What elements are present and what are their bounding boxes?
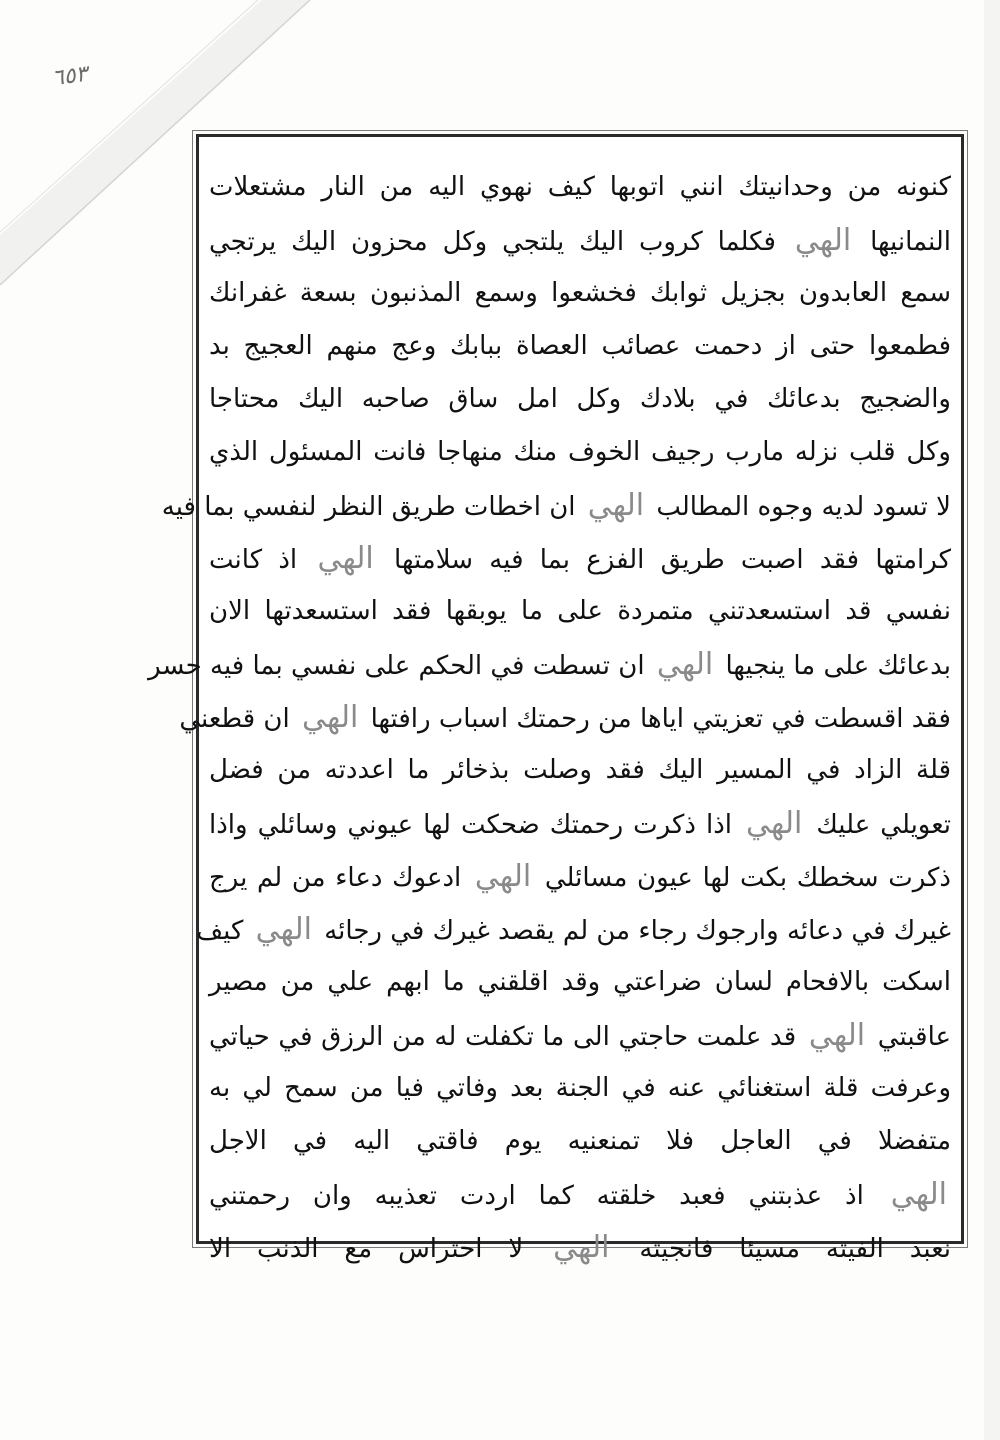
line-text: ذكرت سخطك بكت لها عيون مسائلي xyxy=(544,863,952,893)
line-text: عاقبتي xyxy=(877,1022,952,1052)
manuscript-line xyxy=(209,744,951,797)
manuscript-line xyxy=(209,214,951,267)
manuscript-line xyxy=(209,532,951,585)
manuscript-line xyxy=(209,1168,951,1221)
rubric-invocation: الهي xyxy=(302,700,359,735)
rubric-invocation: الهي xyxy=(317,541,374,576)
manuscript-line xyxy=(161,479,951,532)
line-text: فقد اقسطت في تعزيتي اياها من رحمتك اسباب رافتها xyxy=(370,704,951,734)
folio-number: ٦٥٣ xyxy=(50,61,90,92)
line-text: كرامتها فقد اصبت طريق الفزع بما فيه سلامتها xyxy=(394,545,951,575)
manuscript-line xyxy=(209,1062,951,1115)
line-text: اذ عذبتني فعبد خلقته كما اردت تعذيبه وان رحمتني xyxy=(209,1181,864,1211)
line-text: وعرفت قلة استغنائي عنه في الجنة بعد وفاتي فيا من سمح لي به xyxy=(209,1073,951,1103)
rubric-invocation: الهي xyxy=(890,1177,947,1212)
rubric-invocation: الهي xyxy=(553,1230,610,1265)
manuscript-line xyxy=(209,373,951,426)
line-text: والضجيج بدعائك في بلادك وكل امل ساق صاحبه اليك محتاجا xyxy=(209,384,951,414)
line-text: النمانيها xyxy=(870,227,952,257)
rubric-invocation: الهي xyxy=(255,912,312,947)
line-text: لا تسود لديه وجوه المطالب xyxy=(656,492,951,522)
manuscript-line xyxy=(196,903,951,956)
line-text: تعويلي عليك xyxy=(816,810,952,840)
manuscript-line xyxy=(209,426,951,479)
line-text: اسكت بالافحام لسان ضراعتي وقد اقلقني ما ابهم علي من مصير xyxy=(209,967,951,997)
manuscript-line xyxy=(179,691,951,744)
line-text: فطمعوا حتى از دحمت عصائب العصاة ببابك وعج منهم العجيج بد xyxy=(209,331,951,361)
manuscript-line xyxy=(209,320,951,373)
line-text: فكلما كروب اليك يلتجي وكل محزون اليك يرتجي xyxy=(209,227,776,257)
rubric-invocation: الهي xyxy=(794,223,852,258)
manuscript-line xyxy=(209,267,951,320)
manuscript-line xyxy=(209,161,951,214)
manuscript-line xyxy=(209,1115,951,1168)
line-text: كنونه من وحدانيتك انني اتوبها كيف نهوي اليه من النار مشتعلات xyxy=(209,172,951,202)
line-text: غيرك في دعائه وارجوك رجاء من لم يقصد غيرك في رجائه xyxy=(324,916,951,946)
manuscript-text xyxy=(148,161,952,1274)
line-text: نفسي قد استسعدتني متمردة على ما يوبقها فقد استسعدتها الان xyxy=(209,596,951,626)
rubric-invocation: الهي xyxy=(808,1018,866,1053)
line-text: ان اخطات طريق النظر لنفسي بما فيه xyxy=(161,492,576,522)
line-text: نعبد الفيته مسيئا فانجيته xyxy=(639,1234,952,1264)
manuscript-line xyxy=(209,1009,951,1062)
manuscript-line xyxy=(148,638,951,691)
line-text: قلة الزاد في المسير اليك فقد وصلت بذخائر ما اعددته من فضل xyxy=(209,755,951,785)
manuscript-line xyxy=(209,850,951,903)
line-text: سمع العابدون بجزيل ثوابك فخشعوا وسمع المذنبون بسعة غفرانك xyxy=(209,278,951,308)
line-text: ان تسطت في الحكم على نفسي بما فيه حسر xyxy=(148,651,645,681)
rubric-invocation: الهي xyxy=(587,488,645,523)
text-block-frame xyxy=(148,134,964,1265)
line-text: كيف xyxy=(196,916,244,946)
rubric-invocation: الهي xyxy=(474,859,532,894)
manuscript-line xyxy=(209,585,951,638)
rubric-invocation: الهي xyxy=(656,647,714,682)
rubric-invocation: الهي xyxy=(746,806,803,841)
manuscript-line xyxy=(209,956,951,1009)
line-text: ادعوك دعاء من لم يرج xyxy=(209,863,462,893)
line-text: بدعائك على ما ينجيها xyxy=(725,651,951,681)
line-text: وكل قلب نزله مارب رجيف الخوف منك منهاجا فانت المسئول الذي xyxy=(209,437,951,467)
manuscript-line xyxy=(209,797,951,850)
manuscript-line xyxy=(209,1221,951,1274)
line-text: قد علمت حاجتي الى ما تكفلت له من الرزق في حياتي xyxy=(209,1022,797,1052)
line-text: متفضلا في العاجل فلا تمنعنيه يوم فاقتي اليه في الاجل xyxy=(209,1126,951,1156)
line-text: لا احتراس مع الذنب الا xyxy=(209,1234,524,1264)
line-text: ان قطعني xyxy=(179,704,290,734)
line-text: اذ كانت xyxy=(209,545,298,575)
line-text: اذا ذكرت رحمتك ضحكت لها عيوني وسائلي واذا xyxy=(209,810,733,840)
